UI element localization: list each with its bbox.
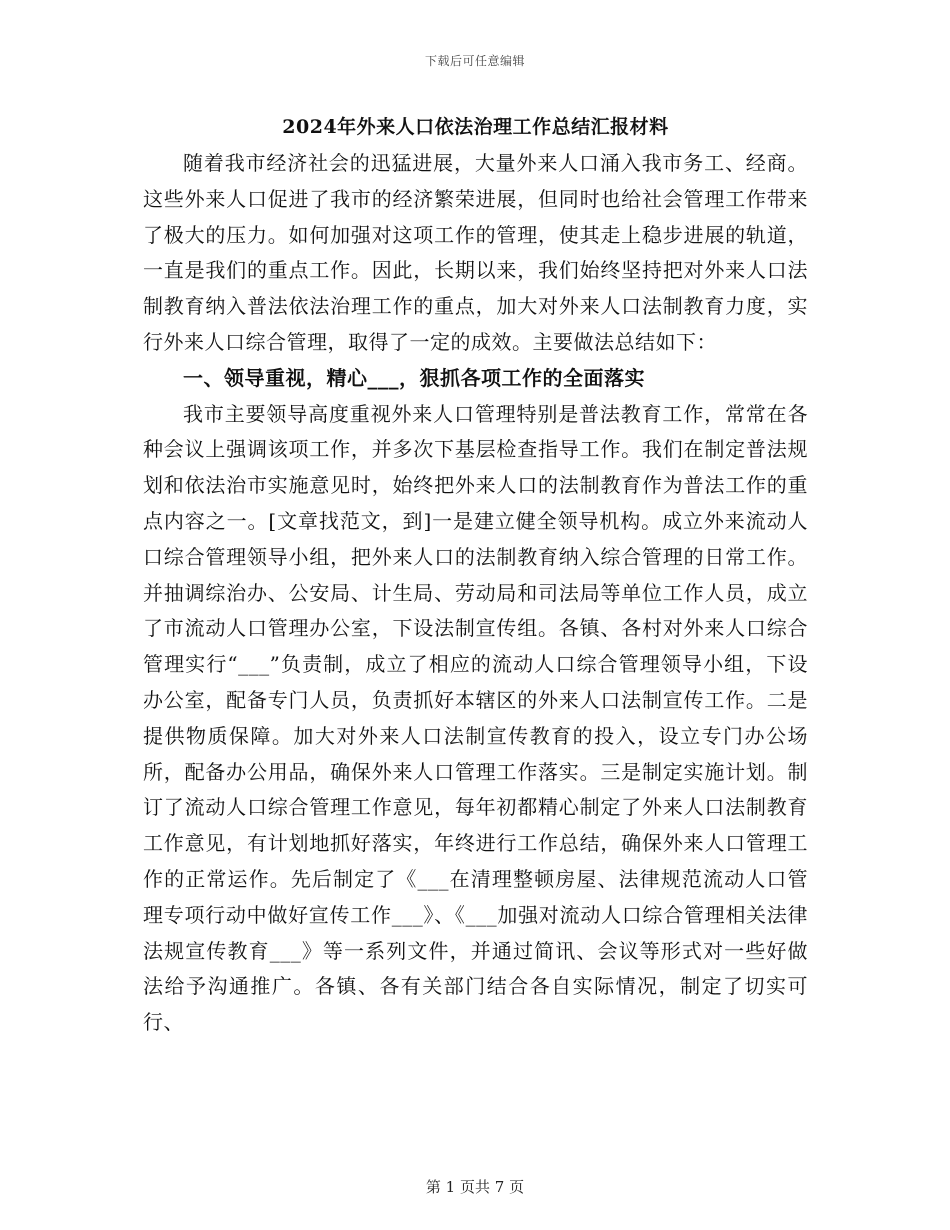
document-title: 2024年外来人口依法治理工作总结汇报材料 bbox=[282, 116, 669, 138]
document-body bbox=[143, 112, 808, 1041]
page-footer: 第 1 页共 7 页 bbox=[425, 1178, 525, 1196]
section-heading: 一、领导重视，精心___，狠抓各项工作的全面落实 bbox=[183, 365, 645, 390]
intro-paragraph: 随着我市经济社会的迅猛进展，大量外来人口涌入我市务工、经商。这些外来人口促进了我市的经济繁荣进展，但同时也给社会管理工作带来了极大的压力。如何加强对这项工作的管理，使其走上稳步进展的轨道，一直是我们的重点工作。因此，长期以来，我们始终坚持把对外来人口法制教育纳入普法依法治理工作的重点，加大对外来人口法制教育力度，实行外来人口综合管理，取得了一定的成效。主要做法总结如下： bbox=[143, 151, 808, 354]
page-header: 下载后可任意编辑 bbox=[424, 54, 525, 68]
section-paragraph: 我市主要领导高度重视外来人口管理特别是普法教育工作，常常在各种会议上强调该项工作，并多次下基层检查指导工作。我们在制定普法规划和依法治市实施意见时，始终把外来人口的法制教育作为普法工作的重点内容之一。[文章找范文，到]一是建立健全领导机构。成立外来流动人口综合管理领导小组，把外来人口的法制教育纳入综合管理的日常工作。并抽调综治办、公安局、计生局、劳动局和司法局等单位工作人员，成立了市流动人口管理办公室，下设法制宣传组。各镇、各村对外来人口综合管理实行“___”负责制，成立了相应的流动人口综合管理领导小组，下设办公室，配备专门人员，负责抓好本辖区的外来人口法制宣传工作。二是提供物质保障。加大对外来人口法制宣传教育的投入，设立专门办公场所，配备办公用品，确保外来人口管理工作落实。三是制定实施计划。制订了流动人口综合管理工作意见，每年初都精心制定了外来人口法制教育工作意见，有计划地抓好落实，年终进行工作总结，确保外来人口管理工作的正常运作。先后制定了《___在清理整顿房屋、法律规范流动人口管理专项行动中做好宣传工作___》、《___加强对流动人口综合管理相关法律法规宣传教育___》等一系列文件，并通过简讯、会议等形式对一些好做法给予沟通推广。各镇、各有关部门结合各自实际情况，制定了切实可行、 bbox=[143, 401, 808, 1035]
